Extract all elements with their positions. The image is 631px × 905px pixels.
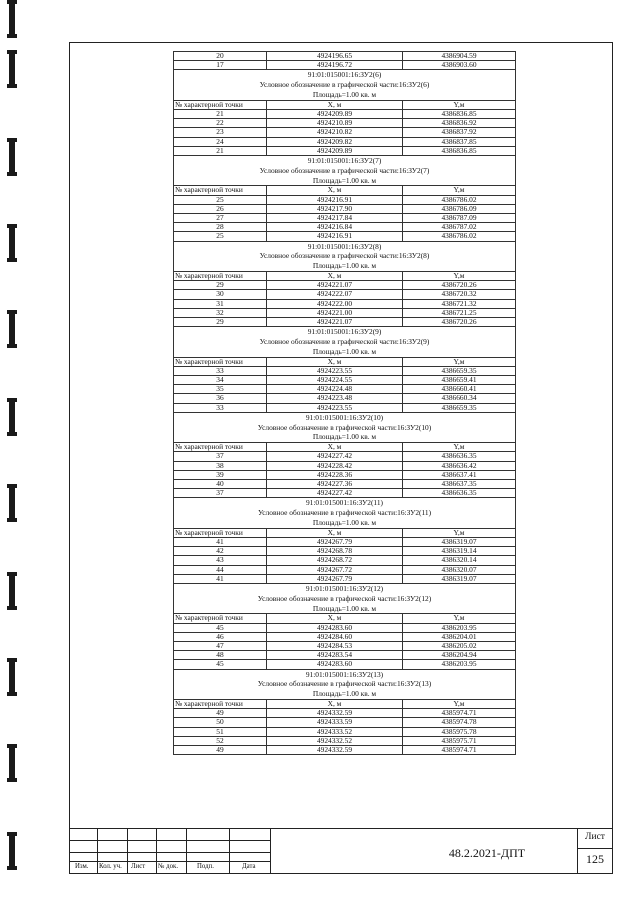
table-cell: 4386720.26 [403,281,516,290]
table-cell: 4385975.78 [403,727,516,736]
stamp-divider [127,828,128,874]
table-cell: 4924221.07 [267,281,403,290]
table-cell: 35 [174,385,267,394]
table-cell: 4924227.42 [267,452,403,461]
table-cell: 4386721.25 [403,308,516,317]
table-header-row [174,528,516,537]
parcel-designation-row [174,80,516,90]
table-cell: 4386320.14 [403,556,516,565]
parcel-designation: Условное обозначение в графической части:16:ЗУ2(10) [174,423,516,433]
table-cell: 4924228.42 [267,461,403,470]
column-header: № характерной точки [174,272,267,281]
table-cell: 4386320.07 [403,565,516,574]
table-cell: 4924332.59 [267,746,403,755]
parcel-designation: Условное обозначение в графической части:16:ЗУ2(13) [174,679,516,689]
table-cell: 4924283.60 [267,660,403,669]
parcel-area-row [174,689,516,699]
table-cell: 4924210.82 [267,128,403,137]
table-cell: 4924284.53 [267,642,403,651]
column-header: № характерной точки [174,357,267,366]
table-header-row [174,700,516,709]
table-cell: 46 [174,632,267,641]
stamp-divider [69,852,270,853]
parcel-designation-row [174,337,516,347]
table-cell: 4924284.60 [267,632,403,641]
parcel-area-row [174,90,516,100]
table-cell: 4386786.09 [403,204,516,213]
table-cell: 37 [174,452,267,461]
table-row [174,480,516,489]
table-cell: 28 [174,223,267,232]
table-cell: 4924227.36 [267,480,403,489]
parcel-designation: Условное обозначение в графической части:16:ЗУ2(8) [174,251,516,261]
sheet-number: 125 [586,852,604,866]
table-row [174,452,516,461]
column-header: № характерной точки [174,614,267,623]
table-cell: 25 [174,195,267,204]
table-cell: 25 [174,232,267,241]
table-cell: 4924216.91 [267,232,403,241]
parcel-id-row [174,412,516,422]
table-cell: 4924209.89 [267,146,403,155]
title-block [69,828,613,874]
parcel-designation-row [174,166,516,176]
table-cell: 33 [174,403,267,412]
parcel-area: Площадь=1.00 кв. м [174,604,516,614]
parcel-id-row [174,70,516,80]
table-row [174,718,516,727]
table-cell: 26 [174,204,267,213]
coordinates-content [173,51,514,755]
column-header: № характерной точки [174,528,267,537]
binding-mark [9,50,15,88]
parcel-area: Площадь=1.00 кв. м [174,347,516,357]
table-cell: 32 [174,308,267,317]
parcel-area: Площадь=1.00 кв. м [174,689,516,699]
table-cell: 4386636.42 [403,461,516,470]
table-cell: 4924196.65 [267,52,403,61]
parcel-id-row [174,584,516,594]
stamp-divider [270,828,271,874]
column-header: X, м [267,186,403,195]
table-cell: 4386836.92 [403,119,516,128]
parcel-area-row [174,261,516,271]
table-cell: 4924283.60 [267,623,403,632]
table-row [174,223,516,232]
table-cell: 4386204.01 [403,632,516,641]
document-code: 48.2.2021-ДПТ [448,846,526,860]
table-cell: 30 [174,290,267,299]
column-header: X, м [267,528,403,537]
column-header: Y,м [403,272,516,281]
column-header: X, м [267,700,403,709]
parcel-area: Площадь=1.00 кв. м [174,176,516,186]
table-cell: 4924227.42 [267,489,403,498]
binding-mark [9,138,15,176]
table-cell: 48 [174,651,267,660]
binding-mark [9,832,15,870]
table-row [174,308,516,317]
table-row [174,736,516,745]
table-row [174,376,516,385]
table-row [174,632,516,641]
parcel-area-row [174,347,516,357]
table-row [174,137,516,146]
table-cell: 39 [174,470,267,479]
parcel-designation: Условное обозначение в графической части:16:ЗУ2(12) [174,594,516,604]
column-header: X, м [267,357,403,366]
table-cell: 4386836.85 [403,146,516,155]
table-row [174,110,516,119]
table-cell: 51 [174,727,267,736]
parcel-area-row [174,604,516,614]
parcel-id-row [174,498,516,508]
table-cell: 4924196.72 [267,61,403,70]
table-cell: 24 [174,137,267,146]
table-cell: 45 [174,660,267,669]
table-cell: 4924224.55 [267,376,403,385]
table-cell: 4386205.02 [403,642,516,651]
parcel-area-row [174,176,516,186]
table-cell: 4924267.72 [267,565,403,574]
table-cell: 4924332.59 [267,709,403,718]
table-cell: 4386636.35 [403,452,516,461]
table-cell: 38 [174,461,267,470]
table-cell: 4924221.07 [267,318,403,327]
table-cell: 36 [174,394,267,403]
table-row [174,146,516,155]
table-row [174,403,516,412]
parcel-area-row [174,432,516,442]
table-cell: 42 [174,547,267,556]
table-header-row [174,186,516,195]
table-cell: 4385975.71 [403,736,516,745]
table-row [174,574,516,583]
parcel-id: 91:01:015001:16:ЗУ2(7) [174,156,516,166]
table-row [174,642,516,651]
table-row [174,394,516,403]
table-cell: 4385974.71 [403,746,516,755]
binding-mark [9,744,15,782]
table-cell: 45 [174,623,267,632]
table-row [174,461,516,470]
parcel-id: 91:01:015001:16:ЗУ2(10) [174,412,516,422]
parcel-id-row [174,156,516,166]
table-cell: 22 [174,119,267,128]
parcel-id-row [174,669,516,679]
column-header: Y,м [403,700,516,709]
column-header: Y,м [403,357,516,366]
table-header-row [174,272,516,281]
table-cell: 20 [174,52,267,61]
binding-mark [9,658,15,696]
stamp-divider [186,828,187,874]
binding-marks [6,0,20,905]
table-cell: 31 [174,299,267,308]
table-cell: 4924267.79 [267,538,403,547]
parcel-designation-row [174,508,516,518]
table-cell: 4386204.94 [403,651,516,660]
table-cell: 4386786.02 [403,232,516,241]
table-cell: 50 [174,718,267,727]
table-cell: 4385974.78 [403,718,516,727]
coordinates-table-body [174,52,516,755]
column-header: Y,м [403,186,516,195]
column-header: Y,м [403,100,516,109]
table-cell: 4924216.91 [267,195,403,204]
stamp-label-sheet: Лист [131,863,146,870]
table-cell: 4386904.59 [403,52,516,61]
table-row [174,470,516,479]
table-cell: 4386836.85 [403,110,516,119]
table-cell: 4386203.95 [403,660,516,669]
stamp-divider [156,828,157,874]
table-cell: 4386903.60 [403,61,516,70]
table-cell: 4386319.14 [403,547,516,556]
table-row [174,709,516,718]
table-cell: 4924267.79 [267,574,403,583]
table-cell: 4386636.35 [403,489,516,498]
table-cell: 44 [174,565,267,574]
table-cell: 4386203.95 [403,623,516,632]
table-cell: 4924209.89 [267,110,403,119]
table-row [174,746,516,755]
table-row [174,538,516,547]
table-cell: 4924268.78 [267,547,403,556]
binding-mark [9,398,15,436]
parcel-id: 91:01:015001:16:ЗУ2(13) [174,669,516,679]
table-cell: 49 [174,746,267,755]
parcel-area: Площадь=1.00 кв. м [174,518,516,528]
table-row [174,52,516,61]
table-row [174,727,516,736]
binding-mark [9,0,15,38]
table-cell: 34 [174,376,267,385]
table-cell: 4386319.07 [403,574,516,583]
table-cell: 4924333.59 [267,718,403,727]
table-header-row [174,614,516,623]
table-row [174,318,516,327]
table-header-row [174,357,516,366]
column-header: № характерной точки [174,700,267,709]
parcel-id: 91:01:015001:16:ЗУ2(8) [174,241,516,251]
table-row [174,61,516,70]
parcel-designation: Условное обозначение в графической части:16:ЗУ2(7) [174,166,516,176]
table-row [174,547,516,556]
table-cell: 4386720.26 [403,318,516,327]
table-cell: 4386837.85 [403,137,516,146]
column-header: X, м [267,443,403,452]
parcel-id: 91:01:015001:16:ЗУ2(11) [174,498,516,508]
table-cell: 4924223.55 [267,403,403,412]
binding-mark [9,572,15,610]
table-row [174,489,516,498]
parcel-area-row [174,518,516,528]
column-header: Y,м [403,528,516,537]
column-header: Y,м [403,614,516,623]
binding-mark [9,224,15,262]
table-cell: 4924217.90 [267,204,403,213]
table-cell: 4924283.54 [267,651,403,660]
parcel-area: Площадь=1.00 кв. м [174,432,516,442]
column-header: X, м [267,614,403,623]
table-row [174,556,516,565]
table-cell: 4924268.72 [267,556,403,565]
parcel-designation-row [174,251,516,261]
parcel-designation: Условное обозначение в графической части:16:ЗУ2(6) [174,80,516,90]
table-cell: 23 [174,128,267,137]
table-cell: 4924228.36 [267,470,403,479]
table-row [174,385,516,394]
parcel-area: Площадь=1.00 кв. м [174,90,516,100]
parcel-id: 91:01:015001:16:ЗУ2(12) [174,584,516,594]
table-row [174,660,516,669]
binding-mark [9,310,15,348]
coordinates-table [173,51,516,755]
table-row [174,214,516,223]
parcel-id-row [174,327,516,337]
parcel-designation-row [174,679,516,689]
table-cell: 4386659.35 [403,366,516,375]
stamp-label-date: Дата [242,863,256,870]
parcel-designation: Условное обозначение в графической части:16:ЗУ2(11) [174,508,516,518]
table-cell: 52 [174,736,267,745]
column-header: X, м [267,100,403,109]
parcel-id: 91:01:015001:16:ЗУ2(6) [174,70,516,80]
table-header-row [174,100,516,109]
stamp-divider [69,840,270,841]
table-cell: 4924332.52 [267,736,403,745]
table-cell: 37 [174,489,267,498]
parcel-designation: Условное обозначение в графической части:16:ЗУ2(9) [174,337,516,347]
table-cell: 4924209.82 [267,137,403,146]
table-cell: 4924222.00 [267,299,403,308]
table-cell: 4924224.48 [267,385,403,394]
table-cell: 4386637.41 [403,470,516,479]
table-cell: 4386319.07 [403,538,516,547]
table-row [174,232,516,241]
table-row [174,204,516,213]
table-cell: 4924216.84 [267,223,403,232]
table-cell: 4924222.07 [267,290,403,299]
table-cell: 4386721.32 [403,299,516,308]
table-cell: 4386637.35 [403,480,516,489]
column-header: № характерной точки [174,100,267,109]
table-cell: 43 [174,556,267,565]
table-row [174,366,516,375]
stamp-label-signature: Подп. [197,863,214,870]
stamp-label-change: Изм. [75,863,89,870]
table-cell: 29 [174,281,267,290]
table-row [174,119,516,128]
column-header: № характерной точки [174,443,267,452]
table-cell: 49 [174,709,267,718]
column-header: X, м [267,272,403,281]
table-row [174,281,516,290]
table-row [174,623,516,632]
stamp-divider [97,828,98,874]
table-header-row [174,443,516,452]
stamp-label-count: Кол. уч. [99,863,122,870]
column-header: № характерной точки [174,186,267,195]
table-row [174,290,516,299]
parcel-designation-row [174,423,516,433]
table-cell: 4924333.52 [267,727,403,736]
table-cell: 4386786.02 [403,195,516,204]
table-cell: 4386659.41 [403,376,516,385]
table-cell: 4386660.41 [403,385,516,394]
table-cell: 4924223.55 [267,366,403,375]
table-cell: 40 [174,480,267,489]
parcel-id: 91:01:015001:16:ЗУ2(9) [174,327,516,337]
table-cell: 4386787.09 [403,214,516,223]
table-cell: 21 [174,110,267,119]
parcel-area: Площадь=1.00 кв. м [174,261,516,271]
table-cell: 4386660.34 [403,394,516,403]
table-cell: 4924221.00 [267,308,403,317]
stamp-label-doc-number: № док. [158,863,179,870]
sheet-label: Лист [585,832,605,842]
table-cell: 4386720.32 [403,290,516,299]
table-row [174,565,516,574]
column-header: Y,м [403,443,516,452]
table-cell: 29 [174,318,267,327]
table-cell: 21 [174,146,267,155]
parcel-designation-row [174,594,516,604]
table-cell: 4385974.71 [403,709,516,718]
table-cell: 17 [174,61,267,70]
binding-mark [9,484,15,522]
table-cell: 4924223.48 [267,394,403,403]
stamp-divider [69,861,270,862]
table-row [174,195,516,204]
table-cell: 4924217.84 [267,214,403,223]
table-row [174,651,516,660]
table-cell: 4386837.92 [403,128,516,137]
parcel-id-row [174,241,516,251]
table-cell: 33 [174,366,267,375]
table-cell: 4386659.35 [403,403,516,412]
table-cell: 41 [174,538,267,547]
table-cell: 47 [174,642,267,651]
table-cell: 27 [174,214,267,223]
table-row [174,299,516,308]
table-cell: 4386787.02 [403,223,516,232]
table-cell: 41 [174,574,267,583]
table-row [174,128,516,137]
table-cell: 4924210.89 [267,119,403,128]
stamp-divider [69,828,613,829]
stamp-divider [229,828,230,874]
